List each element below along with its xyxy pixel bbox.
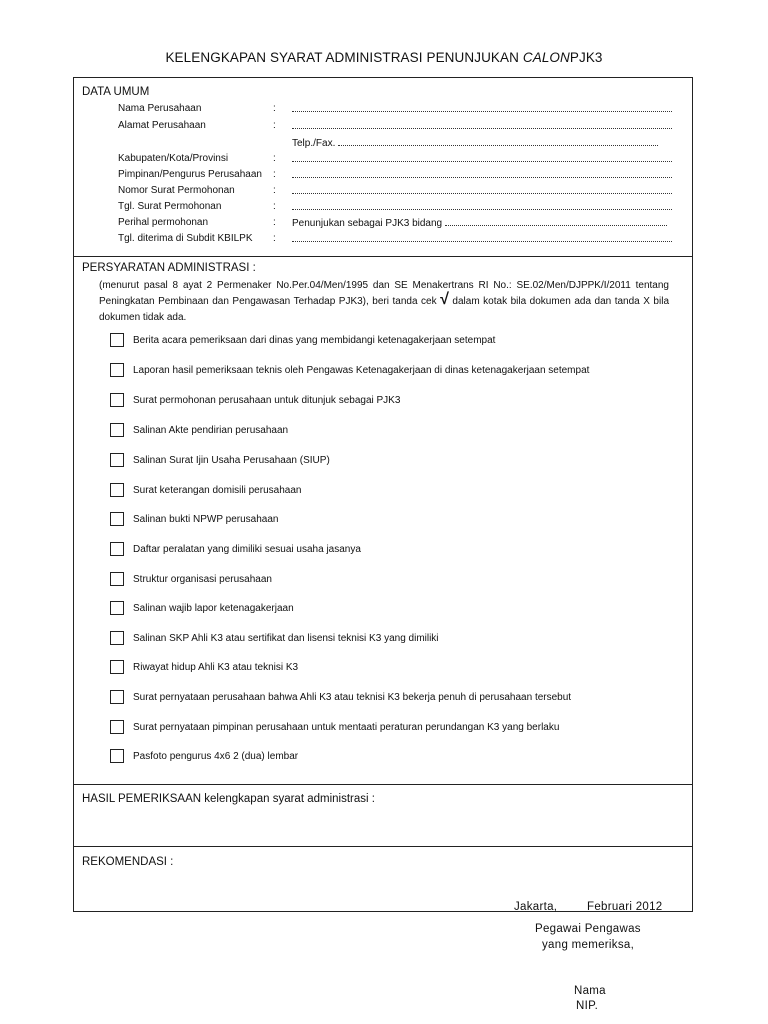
requirement-checkbox[interactable] [110,453,124,467]
perihal-input[interactable] [292,216,672,231]
rekomendasi-heading: REKOMENDASI : [82,856,174,868]
requirement-item [110,601,680,617]
field-nomor-surat: Nomor Surat Permohonan : [118,184,678,198]
requirement-checkbox[interactable] [110,423,124,437]
tgl-diterima-input[interactable] [292,232,672,247]
requirement-label: Struktur organisasi perusahaan [133,574,272,585]
page-title [0,50,768,65]
title-suffix: PJK3 [569,50,603,65]
title-emphasis: CALON [522,50,570,65]
requirement-checkbox[interactable] [110,393,124,407]
signature-nip-label: NIP. [576,1000,599,1012]
telp-fax-input[interactable] [292,136,672,151]
requirement-checkbox[interactable] [110,542,124,556]
requirement-item [110,542,680,558]
field-tgl-surat: Tgl. Surat Permohonan : [118,200,678,214]
field-alamat-perusahaan: Alamat Perusahaan : [118,119,678,133]
section-divider-1 [73,256,693,257]
tgl-surat-input[interactable] [292,200,672,215]
signature-role-line2: yang memeriksa, [542,939,635,951]
requirement-checkbox[interactable] [110,720,124,734]
nama-perusahaan-input[interactable] [292,102,672,117]
persyaratan-heading: PERSYARATAN ADMINISTRASI : [82,262,256,274]
requirement-label: Daftar peralatan yang dimiliki sesuai usaha jasanya [133,544,361,555]
section-divider-3 [73,846,693,847]
field-nama-perusahaan: Nama Perusahaan : [118,102,678,116]
requirement-label: Surat permohonan perusahaan untuk ditunjuk sebagai PJK3 [133,395,401,406]
requirement-item [110,631,680,647]
telp-fax-label: Telp./Fax. [292,138,336,149]
requirement-label: Surat keterangan domisili perusahaan [133,485,302,496]
check-mark-icon: √ [440,291,449,308]
requirement-label: Salinan bukti NPWP perusahaan [133,514,279,525]
requirement-label: Pasfoto pengurus 4x6 2 (dua) lembar [133,751,299,762]
kabupaten-input[interactable] [292,152,672,167]
requirement-item [110,453,680,469]
requirement-item [110,363,680,379]
requirement-label: Salinan Surat Ijin Usaha Perusahaan (SIUP) [133,455,330,466]
requirement-checkbox[interactable] [110,631,124,645]
signature-role-line1: Pegawai Pengawas [535,923,641,935]
requirement-item [110,393,680,409]
requirement-item [110,512,680,528]
nomor-surat-input[interactable] [292,184,672,199]
signature-date: Februari 2012 [587,901,663,913]
field-kabupaten: Kabupaten/Kota/Provinsi : [118,152,678,166]
field-pimpinan: Pimpinan/Pengurus Perusahaan : [118,168,678,182]
field-perihal: Perihal permohonan : Penunjukan sebagai PJK3 bidang [118,216,678,230]
perihal-value: Penunjukan sebagai PJK3 bidang [292,218,443,229]
data-umum-heading: DATA UMUM [82,86,150,98]
requirement-label: Laporan hasil pemeriksaan teknis oleh Pengawas Ketenagakerjaan di dinas ketenagakerjaan setempat [133,365,590,376]
requirement-item [110,720,680,736]
requirement-checkbox[interactable] [110,363,124,377]
requirement-item [110,333,680,349]
requirement-label: Berita acara pemeriksaan dari dinas yang membidangi ketenagakerjaan setempat [133,335,496,346]
requirement-checkbox[interactable] [110,690,124,704]
alamat-perusahaan-input[interactable] [292,119,672,134]
requirement-label: Salinan Akte pendirian perusahaan [133,425,289,436]
requirement-checkbox[interactable] [110,601,124,615]
requirement-checkbox[interactable] [110,512,124,526]
field-tgl-diterima: Tgl. diterima di Subdit KBILPK : [118,232,678,246]
pimpinan-input[interactable] [292,168,672,183]
requirement-checkbox[interactable] [110,572,124,586]
persyaratan-instructions: (menurut pasal 8 ayat 2 Permenaker No.Per.04/Men/1995 dan SE Menakertrans RI No.: SE.02/Men/DJPPK/I/2011 tentang Peningkatan Pembinaan dan Pengawasan Terhadap PJK3), beri tanda cek √ dalam kotak bila dokumen ada dan tanda X bila dokumen tidak ada. [99,280,670,323]
requirement-label: Salinan wajib lapor ketenagakerjaan [133,603,294,614]
requirement-checkbox[interactable] [110,483,124,497]
signature-name-label: Nama [574,985,606,997]
title-prefix: KELENGKAPAN SYARAT ADMINISTRASI PENUNJUKAN [165,50,519,65]
requirement-item [110,660,680,676]
requirement-item [110,483,680,499]
signature-city: Jakarta, [514,901,558,913]
requirement-checkbox[interactable] [110,749,124,763]
section-divider-2 [73,784,693,785]
requirement-item [110,690,680,706]
requirement-item [110,423,680,439]
requirement-item [110,749,680,765]
requirement-checkbox[interactable] [110,333,124,347]
requirement-label: Salinan SKP Ahli K3 atau sertifikat dan lisensi teknisi K3 yang dimiliki [133,633,439,644]
requirement-label: Surat pernyataan pimpinan perusahaan untuk mentaati peraturan perundangan K3 yang berlaku [133,722,560,733]
requirement-checkbox[interactable] [110,660,124,674]
requirement-label: Surat pernyataan perusahaan bahwa Ahli K3 atau teknisi K3 bekerja penuh di perusahaan tersebut [133,692,572,703]
hasil-pemeriksaan-heading: HASIL PEMERIKSAAN kelengkapan syarat administrasi : [82,793,375,805]
requirement-label: Riwayat hidup Ahli K3 atau teknisi K3 [133,662,299,673]
requirement-item [110,572,680,588]
field-telp-fax [118,136,678,150]
